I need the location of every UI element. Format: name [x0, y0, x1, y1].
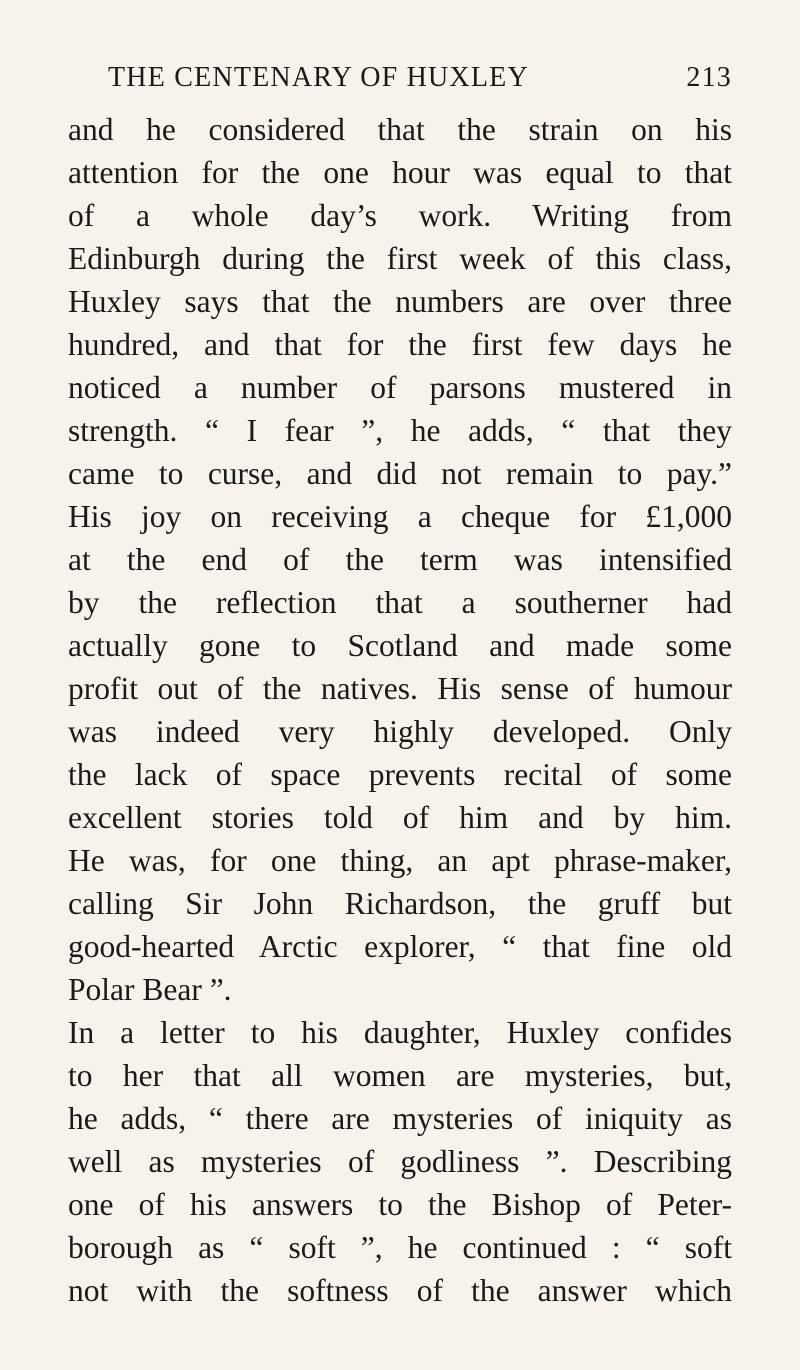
text-line: he adds, “ there are mysteries of iniquity as	[68, 1101, 732, 1136]
text-line: and he considered that the strain on his	[68, 112, 732, 147]
text-line: well as mysteries of godliness ”. Describing	[68, 1144, 732, 1179]
text-line: borough as “ soft ”, he continued : “ soft	[68, 1230, 732, 1265]
paragraph-start-line: In a letter to his daughter, Huxley confides	[68, 1015, 732, 1050]
body-text	[68, 108, 732, 1312]
text-line: calling Sir John Richardson, the gruff but	[68, 886, 732, 921]
text-line: noticed a number of parsons mustered in	[68, 370, 732, 405]
text-line: actually gone to Scotland and made some	[68, 628, 732, 663]
text-line: came to curse, and did not remain to pay.”	[68, 456, 732, 491]
text-line: profit out of the natives. His sense of humour	[68, 671, 732, 706]
text-line: attention for the one hour was equal to that	[68, 155, 732, 190]
paragraph-end-line: Polar Bear ”.	[68, 972, 232, 1007]
page-number: 213	[686, 62, 732, 93]
text-line: strength. “ I fear ”, he adds, “ that they	[68, 413, 732, 448]
text-line: was indeed very highly developed. Only	[68, 714, 732, 749]
text-line: Huxley says that the numbers are over three	[68, 284, 732, 319]
text-line: not with the softness of the answer which	[68, 1273, 732, 1308]
text-line: excellent stories told of him and by him.	[68, 800, 732, 835]
text-line: Edinburgh during the first week of this class,	[68, 241, 732, 276]
running-head	[108, 58, 732, 98]
text-line: good-hearted Arctic explorer, “ that fine old	[68, 929, 732, 964]
text-line: to her that all women are mysteries, but,	[68, 1058, 732, 1093]
text-line: at the end of the term was intensified	[68, 542, 732, 577]
text-line: hundred, and that for the first few days he	[68, 327, 732, 362]
text-line: His joy on receiving a cheque for £1,000	[68, 499, 732, 534]
text-line: one of his answers to the Bishop of Peter-	[68, 1187, 732, 1222]
text-line: of a whole day’s work. Writing from	[68, 198, 732, 233]
text-line: by the reflection that a southerner had	[68, 585, 732, 620]
running-title: THE CENTENARY OF HUXLEY	[108, 62, 529, 93]
text-line: the lack of space prevents recital of some	[68, 757, 732, 792]
text-line: He was, for one thing, an apt phrase-maker,	[68, 843, 732, 878]
